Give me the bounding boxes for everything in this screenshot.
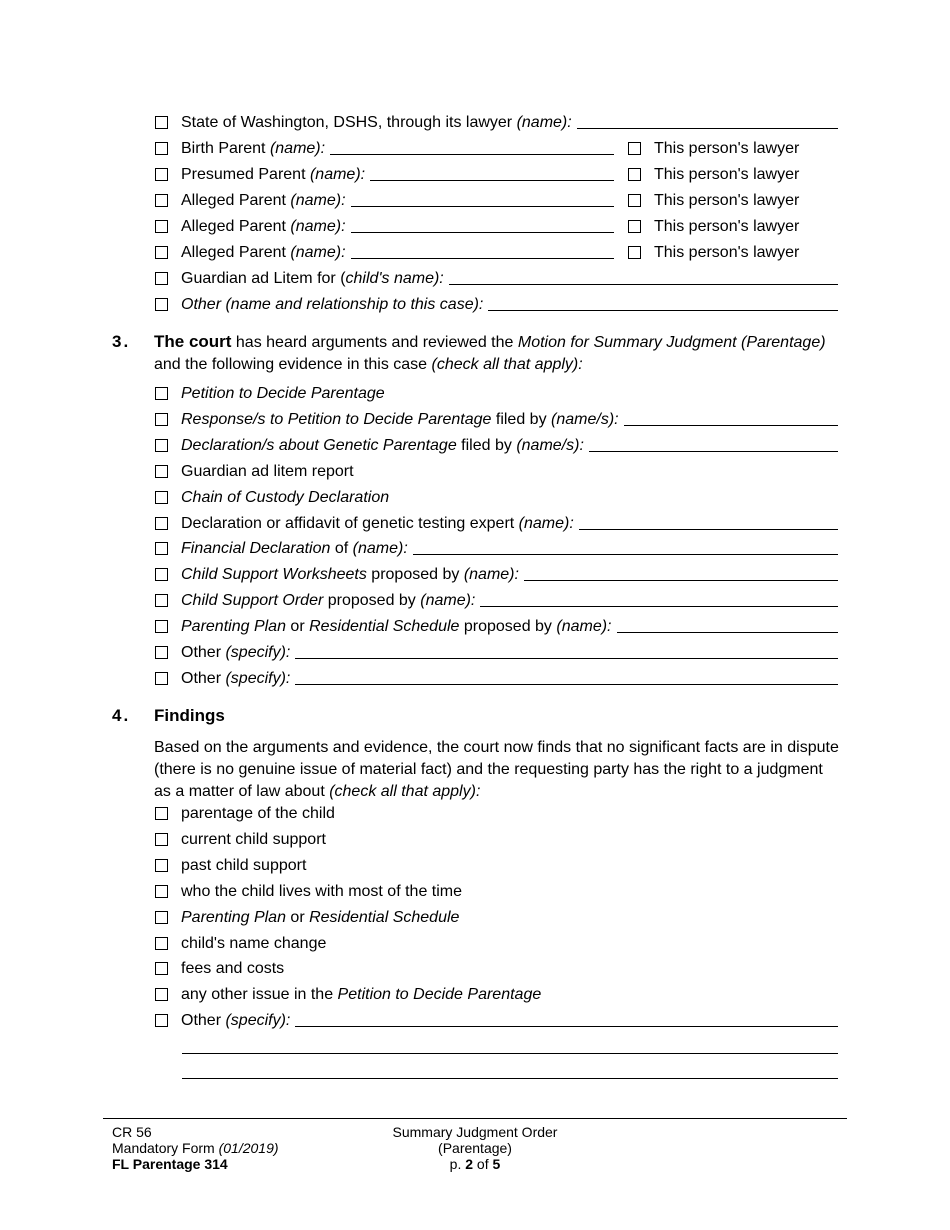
item-label-part: proposed by bbox=[323, 592, 421, 610]
section-4-para-text: Based on the arguments and evidence, the court now finds that no significant facts are in dispute (there is no genuine issue of material fact) and the requesting party has the right to a judgment as a matter of law about bbox=[154, 739, 839, 800]
party-row bbox=[155, 214, 838, 236]
item-label-part: Declaration/s about Genetic Parentage bbox=[181, 436, 457, 454]
footer-form-type bbox=[112, 1140, 279, 1156]
item-label-part: Child Support Worksheets bbox=[181, 566, 367, 584]
party-label-hint: (name): bbox=[290, 218, 346, 235]
footer-rule bbox=[103, 1118, 847, 1119]
item-label-part: Parenting Plan bbox=[181, 618, 286, 636]
party-label bbox=[181, 166, 365, 184]
section-3-text-1: has heard arguments and reviewed the bbox=[231, 334, 518, 351]
lawyer-checkbox[interactable] bbox=[628, 142, 641, 155]
item-label bbox=[181, 831, 326, 849]
lawyer-option bbox=[628, 218, 838, 236]
item-label-part: or bbox=[285, 618, 310, 636]
section-4-para-ital: (check all that apply): bbox=[329, 783, 481, 800]
footer-center bbox=[335, 1124, 615, 1172]
item-fill-line[interactable] bbox=[579, 529, 838, 530]
item-fill-line[interactable] bbox=[413, 554, 838, 555]
lawyer-label: This person's lawyer bbox=[654, 192, 800, 209]
item-checkbox[interactable] bbox=[155, 620, 168, 633]
item-checkbox[interactable] bbox=[155, 911, 168, 924]
item-label bbox=[181, 1012, 290, 1030]
footer-subtitle: (Parentage) bbox=[438, 1140, 512, 1156]
party-row bbox=[155, 188, 838, 210]
item-checkbox[interactable] bbox=[155, 465, 168, 478]
party-row bbox=[155, 136, 838, 158]
lawyer-option bbox=[628, 192, 838, 210]
item-label-part: Other bbox=[181, 644, 226, 661]
item-fill-line[interactable] bbox=[617, 632, 839, 633]
item-label bbox=[181, 909, 459, 927]
item-checkbox[interactable] bbox=[155, 517, 168, 530]
party-checkbox[interactable] bbox=[155, 220, 168, 233]
section-3-ital-1: Motion for Summary Judgment (Parentage) bbox=[517, 334, 826, 351]
item-label bbox=[181, 592, 475, 610]
item-label bbox=[181, 411, 619, 429]
party-label-hint: (name): bbox=[516, 114, 572, 131]
checklist-row bbox=[155, 905, 838, 927]
lawyer-checkbox[interactable] bbox=[628, 168, 641, 181]
item-label-part: filed by bbox=[456, 436, 517, 454]
item-label bbox=[181, 805, 335, 823]
footer-rule-ref: CR 56 bbox=[112, 1124, 152, 1140]
item-label-part: (name): bbox=[463, 566, 519, 584]
checklist-row bbox=[155, 931, 838, 953]
item-label bbox=[181, 935, 326, 953]
checklist-row bbox=[155, 982, 838, 1004]
lawyer-label: This person's lawyer bbox=[654, 218, 800, 235]
item-label bbox=[181, 618, 612, 636]
item-label-part: Financial Declaration bbox=[181, 540, 331, 558]
footer-page-num: 2 bbox=[465, 1156, 474, 1172]
item-label-part: child's name change bbox=[181, 934, 327, 952]
item-fill-line[interactable] bbox=[589, 451, 838, 452]
party-checkbox[interactable] bbox=[155, 116, 168, 129]
item-label-part: Residential Schedule bbox=[309, 618, 460, 636]
party-checkbox[interactable] bbox=[155, 194, 168, 207]
footer-title: Summary Judgment Order bbox=[392, 1124, 558, 1140]
checklist-row bbox=[155, 801, 838, 823]
item-label bbox=[181, 960, 284, 978]
checklist-row bbox=[155, 381, 838, 403]
footer-left bbox=[112, 1124, 279, 1172]
party-label-text: Guardian ad Litem for ( bbox=[181, 270, 346, 287]
party-name-line[interactable] bbox=[577, 128, 838, 129]
item-checkbox[interactable] bbox=[155, 594, 168, 607]
item-checkbox[interactable] bbox=[155, 439, 168, 452]
item-checkbox[interactable] bbox=[155, 491, 168, 504]
lawyer-label: This person's lawyer bbox=[654, 166, 800, 183]
item-label-part: (name/s): bbox=[551, 410, 619, 428]
item-checkbox[interactable] bbox=[155, 568, 168, 581]
party-label-text: Birth Parent bbox=[181, 140, 266, 157]
other-specify-line-3[interactable] bbox=[182, 1078, 838, 1079]
checklist-row bbox=[155, 562, 838, 584]
party-checkbox[interactable] bbox=[155, 272, 168, 285]
item-label bbox=[181, 670, 290, 688]
checklist-row bbox=[155, 536, 838, 558]
lawyer-label: This person's lawyer bbox=[654, 140, 800, 157]
party-row bbox=[155, 240, 838, 262]
item-label-part: or bbox=[285, 908, 310, 926]
lawyer-option bbox=[628, 244, 838, 262]
party-label-text: Alleged Parent bbox=[181, 244, 286, 261]
item-label bbox=[181, 986, 541, 1004]
party-row bbox=[155, 266, 838, 288]
item-label-part: Petition to Decide Parentage bbox=[337, 986, 542, 1004]
item-checkbox[interactable] bbox=[155, 542, 168, 555]
item-checkbox[interactable] bbox=[155, 387, 168, 400]
party-name-line[interactable] bbox=[351, 232, 614, 233]
party-label-text: Alleged Parent bbox=[181, 218, 286, 235]
item-label-part: any other issue in the bbox=[181, 986, 338, 1004]
item-label-part: past child support bbox=[181, 856, 307, 874]
party-row bbox=[155, 110, 838, 132]
item-label bbox=[181, 463, 354, 481]
checklist-row bbox=[155, 511, 838, 533]
party-checkbox[interactable] bbox=[155, 298, 168, 311]
checklist-row bbox=[155, 827, 838, 849]
item-label bbox=[181, 644, 290, 662]
item-label-part: Residential Schedule bbox=[309, 908, 460, 926]
section-3-bold: The court bbox=[154, 332, 232, 351]
item-label bbox=[181, 515, 574, 533]
checklist-row bbox=[155, 433, 838, 455]
item-label-part: Chain of Custody Declaration bbox=[181, 488, 390, 506]
checklist-row bbox=[155, 640, 838, 662]
section-3-ital-2: (check all that apply): bbox=[431, 356, 583, 373]
item-label-part: Response/s to Petition to Decide Parentage bbox=[181, 410, 492, 428]
party-row bbox=[155, 162, 838, 184]
party-name-line[interactable] bbox=[488, 310, 838, 311]
item-label bbox=[181, 883, 462, 901]
section-4-number: 4. bbox=[112, 706, 131, 725]
party-label-hint: child's name): bbox=[345, 270, 444, 287]
item-label-part: (name): bbox=[352, 540, 408, 558]
item-label-part: (specify): bbox=[225, 644, 291, 661]
party-checkbox[interactable] bbox=[155, 246, 168, 259]
item-checkbox[interactable] bbox=[155, 833, 168, 846]
checklist-row bbox=[155, 459, 838, 481]
item-label-part: filed by bbox=[491, 410, 552, 428]
lawyer-checkbox[interactable] bbox=[628, 220, 641, 233]
item-checkbox[interactable] bbox=[155, 859, 168, 872]
item-checkbox[interactable] bbox=[155, 937, 168, 950]
item-label-part: Parenting Plan bbox=[181, 908, 286, 926]
lawyer-checkbox[interactable] bbox=[628, 246, 641, 259]
lawyer-option bbox=[628, 166, 838, 184]
item-checkbox[interactable] bbox=[155, 1014, 168, 1027]
lawyer-option bbox=[628, 140, 838, 158]
footer-form-date: (01/2019) bbox=[218, 1140, 279, 1156]
party-label bbox=[181, 218, 346, 236]
item-fill-line[interactable] bbox=[295, 684, 838, 685]
item-label-part: fees and costs bbox=[181, 960, 285, 978]
item-label-part: (name): bbox=[420, 592, 476, 610]
item-label bbox=[181, 437, 584, 455]
party-name-line[interactable] bbox=[330, 154, 614, 155]
item-fill-line[interactable] bbox=[295, 658, 838, 659]
checklist-row bbox=[155, 879, 838, 901]
lawyer-checkbox[interactable] bbox=[628, 194, 641, 207]
party-label-hint: Other (name and relationship to this case): bbox=[181, 296, 484, 313]
checklist-row bbox=[155, 666, 838, 688]
party-label bbox=[181, 114, 572, 132]
party-label-hint: (name): bbox=[269, 140, 326, 157]
item-fill-line[interactable] bbox=[624, 425, 838, 426]
checklist-row bbox=[155, 853, 838, 875]
item-label bbox=[181, 489, 389, 507]
footer-page-total: 5 bbox=[492, 1156, 501, 1172]
party-label-text: Presumed Parent bbox=[181, 166, 306, 183]
party-label bbox=[181, 270, 444, 288]
item-checkbox[interactable] bbox=[155, 988, 168, 1001]
section-3-intro bbox=[154, 331, 844, 376]
item-label-part: Declaration or affidavit of genetic testing expert bbox=[181, 514, 519, 532]
item-label-part: Other bbox=[181, 669, 226, 687]
item-fill-line[interactable] bbox=[524, 580, 838, 581]
item-label-part: (name): bbox=[518, 514, 574, 532]
party-label bbox=[181, 192, 346, 210]
party-name-line[interactable] bbox=[351, 258, 614, 259]
section-4-title: Findings bbox=[154, 706, 225, 725]
item-label-part: Other bbox=[181, 1012, 226, 1030]
checklist-row bbox=[155, 485, 838, 507]
item-checkbox[interactable] bbox=[155, 807, 168, 820]
party-name-line[interactable] bbox=[449, 284, 838, 285]
party-name-line[interactable] bbox=[351, 206, 614, 207]
checklist-row bbox=[155, 407, 838, 429]
item-fill-line[interactable] bbox=[295, 1026, 838, 1027]
party-label bbox=[181, 244, 346, 262]
section-3-number: 3. bbox=[112, 332, 131, 351]
item-label-part: who the child lives with most of the time bbox=[181, 882, 463, 900]
item-label bbox=[181, 540, 408, 558]
party-label-hint: (name): bbox=[309, 166, 366, 183]
item-label-part: Guardian ad litem report bbox=[181, 462, 354, 480]
party-label bbox=[181, 296, 483, 314]
item-label-part: Child Support Order bbox=[181, 592, 324, 610]
checklist-row bbox=[155, 1008, 838, 1030]
item-label-part: (name): bbox=[556, 618, 612, 636]
checklist-row bbox=[155, 956, 838, 978]
party-checkbox[interactable] bbox=[155, 168, 168, 181]
party-checkbox[interactable] bbox=[155, 142, 168, 155]
party-label bbox=[181, 140, 325, 158]
item-label-part: parentage of the child bbox=[181, 805, 335, 822]
item-label-part: of bbox=[330, 540, 353, 558]
footer-page-of: of bbox=[473, 1156, 493, 1172]
item-label-part: Petition to Decide Parentage bbox=[181, 385, 385, 402]
item-label-part: proposed by bbox=[459, 618, 557, 636]
item-checkbox[interactable] bbox=[155, 672, 168, 685]
checklist-row bbox=[155, 614, 838, 636]
section-4-paragraph bbox=[154, 737, 844, 803]
item-checkbox[interactable] bbox=[155, 413, 168, 426]
item-label-part: current child support bbox=[181, 830, 326, 848]
item-label-part: (name/s): bbox=[516, 436, 584, 454]
other-specify-line-2[interactable] bbox=[182, 1053, 838, 1054]
party-label-hint: (name): bbox=[290, 192, 346, 209]
party-name-line[interactable] bbox=[370, 180, 614, 181]
item-fill-line[interactable] bbox=[480, 606, 838, 607]
party-row bbox=[155, 292, 838, 314]
party-label-text: State of Washington, DSHS, through its lawyer bbox=[181, 114, 513, 131]
item-label bbox=[181, 857, 306, 875]
item-checkbox[interactable] bbox=[155, 885, 168, 898]
section-3-text-2: and the following evidence in this case bbox=[154, 356, 432, 373]
footer-page bbox=[335, 1156, 615, 1172]
item-checkbox[interactable] bbox=[155, 962, 168, 975]
footer-form-id: FL Parentage 314 bbox=[112, 1156, 228, 1172]
party-label-hint: (name): bbox=[290, 244, 346, 261]
party-label-text: Alleged Parent bbox=[181, 192, 286, 209]
lawyer-label: This person's lawyer bbox=[654, 244, 800, 261]
footer-form-label: Mandatory Form bbox=[112, 1140, 219, 1156]
item-label bbox=[181, 385, 385, 403]
item-label-part: (specify): bbox=[225, 669, 291, 687]
checklist-row bbox=[155, 588, 838, 610]
footer-page-prefix: p. bbox=[449, 1156, 466, 1172]
item-checkbox[interactable] bbox=[155, 646, 168, 659]
item-label-part: (specify): bbox=[225, 1012, 291, 1030]
item-label bbox=[181, 566, 519, 584]
item-label-part: proposed by bbox=[366, 566, 464, 584]
